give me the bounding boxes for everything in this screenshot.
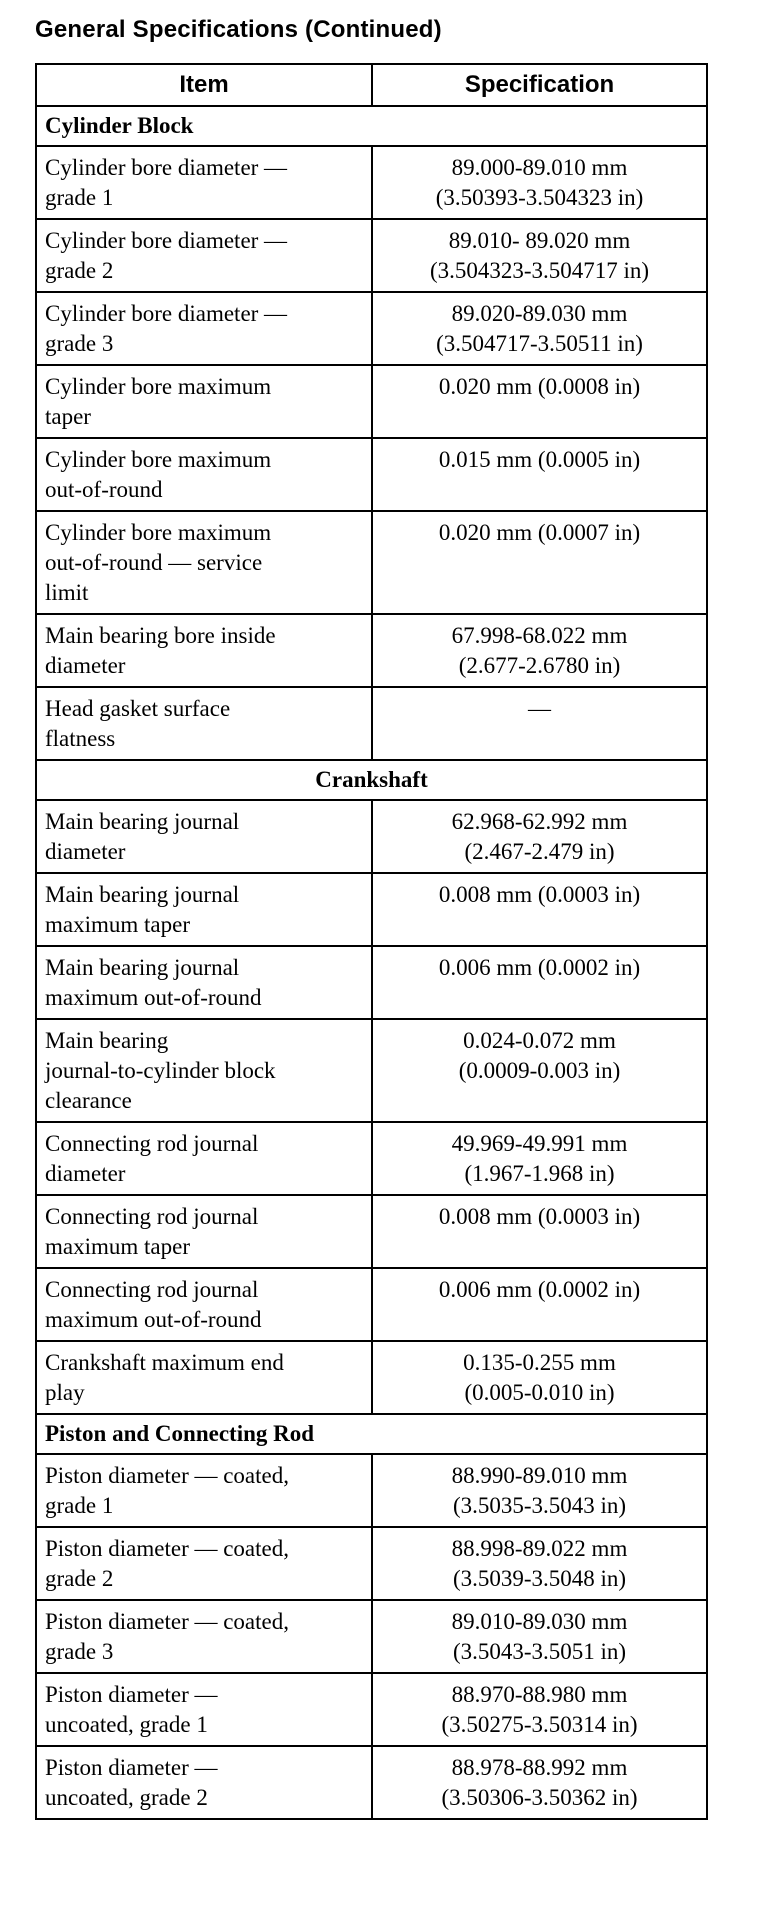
item-cell <box>36 1268 372 1341</box>
specification-text-line: 88.998-89.022 mm <box>451 1536 628 1561</box>
specification-text-line: 89.000-89.010 mm <box>451 155 628 180</box>
specification-text-line: 89.020-89.030 mm <box>451 301 628 326</box>
item-cell <box>36 1195 372 1268</box>
item-text-line: Main bearing journal <box>45 882 240 907</box>
item-text-line: Cylinder bore diameter — <box>45 228 288 253</box>
item-text-line: maximum out-of-round <box>45 1307 262 1332</box>
item-text-line: Cylinder bore diameter — <box>45 155 288 180</box>
item-cell <box>36 1019 372 1122</box>
item-text-line: Head gasket surface <box>45 696 231 721</box>
item-text-line: maximum taper <box>45 912 190 937</box>
specification-text-line: 0.020 mm (0.0008 in) <box>438 374 641 399</box>
section-row <box>36 106 707 146</box>
item-cell <box>36 146 372 219</box>
specification-text-line: 0.006 mm (0.0002 in) <box>438 1277 641 1302</box>
specification-cell <box>372 1122 707 1195</box>
specification-text-line: — <box>528 696 551 721</box>
specification-cell <box>372 1454 707 1527</box>
column-header-specification: Specification <box>372 64 707 106</box>
table-row <box>36 1341 707 1414</box>
item-cell <box>36 438 372 511</box>
item-text-line: diameter <box>45 653 126 678</box>
header-row <box>36 64 707 106</box>
specification-cell <box>372 365 707 438</box>
item-text-line: Connecting rod journal <box>45 1204 259 1229</box>
specification-text-line: (3.504323-3.504717 in) <box>429 258 650 283</box>
table-row <box>36 511 707 614</box>
item-text-line: Main bearing journal <box>45 809 240 834</box>
table-row <box>36 365 707 438</box>
table-row <box>36 946 707 1019</box>
specification-text-line: 0.024-0.072 mm <box>463 1028 616 1053</box>
item-text-line: Piston diameter — coated, <box>45 1463 289 1488</box>
specification-cell <box>372 1746 707 1819</box>
specification-cell <box>372 438 707 511</box>
item-cell <box>36 365 372 438</box>
item-text-line: play <box>45 1380 85 1405</box>
specification-text-line: (3.504717-3.50511 in) <box>436 331 643 356</box>
specification-cell <box>372 146 707 219</box>
specification-text-line: 0.006 mm (0.0002 in) <box>438 955 641 980</box>
table-row <box>36 438 707 511</box>
specification-cell <box>372 1195 707 1268</box>
section-row <box>36 1414 707 1454</box>
item-cell <box>36 1673 372 1746</box>
item-text-line: grade 3 <box>45 331 114 356</box>
table-row <box>36 800 707 873</box>
specification-text-line: 88.990-89.010 mm <box>451 1463 628 1488</box>
table-row <box>36 1195 707 1268</box>
specification-cell <box>372 800 707 873</box>
table-row <box>36 1122 707 1195</box>
specification-text-line: 49.969-49.991 mm <box>451 1131 628 1156</box>
specification-text-line: 0.008 mm (0.0003 in) <box>438 882 641 907</box>
specification-cell <box>372 1019 707 1122</box>
item-text-line: Main bearing journal <box>45 955 240 980</box>
item-text-line: taper <box>45 404 91 429</box>
specification-text-line: (3.5035-3.5043 in) <box>452 1493 627 1518</box>
specification-text-line: 0.135-0.255 mm <box>463 1350 616 1375</box>
table-body <box>36 106 707 1819</box>
item-cell <box>36 1341 372 1414</box>
specification-text-line: (1.967-1.968 in) <box>464 1161 615 1186</box>
item-text-line: Piston diameter — coated, <box>45 1536 289 1561</box>
item-text-line: Piston diameter — <box>45 1682 218 1707</box>
item-text-line: grade 2 <box>45 1566 114 1591</box>
specification-cell <box>372 687 707 760</box>
table-row <box>36 1673 707 1746</box>
table-row <box>36 873 707 946</box>
specification-text-line: (3.50306-3.50362 in) <box>441 1785 638 1810</box>
item-cell <box>36 1454 372 1527</box>
table-row <box>36 1268 707 1341</box>
item-text-line: uncoated, grade 1 <box>45 1712 208 1737</box>
item-text-line: Connecting rod journal <box>45 1131 259 1156</box>
specification-text-line: (2.467-2.479 in) <box>464 839 615 864</box>
table-row <box>36 1746 707 1819</box>
item-text-line: diameter <box>45 839 126 864</box>
item-text-line: Crankshaft maximum end <box>45 1350 284 1375</box>
specification-text-line: 0.008 mm (0.0003 in) <box>438 1204 641 1229</box>
item-text-line: maximum out-of-round <box>45 985 262 1010</box>
specification-text-line: (2.677-2.6780 in) <box>458 653 621 678</box>
item-cell <box>36 292 372 365</box>
specification-cell <box>372 614 707 687</box>
item-cell <box>36 1527 372 1600</box>
item-cell <box>36 1746 372 1819</box>
item-text-line: Cylinder bore maximum <box>45 520 272 545</box>
specification-text-line: 89.010- 89.020 mm <box>448 228 631 253</box>
item-text-line: out-of-round <box>45 477 163 502</box>
item-text-line: maximum taper <box>45 1234 190 1259</box>
item-text-line: journal-to-cylinder block <box>45 1058 276 1083</box>
specification-text-line: (3.5039-3.5048 in) <box>452 1566 627 1591</box>
item-text-line: Cylinder bore diameter — <box>45 301 288 326</box>
specification-cell <box>372 1527 707 1600</box>
column-header-item: Item <box>36 64 372 106</box>
table-row <box>36 292 707 365</box>
specification-text-line: (3.50393-3.504323 in) <box>435 185 644 210</box>
specifications-table <box>35 63 708 1820</box>
item-text-line: flatness <box>45 726 116 751</box>
specification-cell <box>372 1600 707 1673</box>
specification-text-line: 89.010-89.030 mm <box>451 1609 628 1634</box>
item-cell <box>36 687 372 760</box>
specification-cell <box>372 946 707 1019</box>
item-text-line: Connecting rod journal <box>45 1277 259 1302</box>
table-row <box>36 1454 707 1527</box>
table-row <box>36 1019 707 1122</box>
specification-cell <box>372 511 707 614</box>
item-text-line: Piston diameter — <box>45 1755 218 1780</box>
item-text-line: out-of-round — service <box>45 550 263 575</box>
item-text-line: Main bearing <box>45 1028 169 1053</box>
item-text-line: Cylinder bore maximum <box>45 447 272 472</box>
specification-cell <box>372 1673 707 1746</box>
item-text-line: diameter <box>45 1161 126 1186</box>
table-row <box>36 219 707 292</box>
specification-text-line: (0.005-0.010 in) <box>464 1380 615 1405</box>
specification-text-line: 62.968-62.992 mm <box>451 809 628 834</box>
specification-cell <box>372 1268 707 1341</box>
section-row <box>36 760 707 800</box>
item-cell <box>36 1600 372 1673</box>
section-heading: Piston and Connecting Rod <box>36 1414 707 1454</box>
section-heading: Cylinder Block <box>36 106 707 146</box>
specification-text-line: (0.0009-0.003 in) <box>458 1058 621 1083</box>
table-header <box>36 64 707 106</box>
item-cell <box>36 946 372 1019</box>
specification-cell <box>372 219 707 292</box>
specification-text-line: (3.5043-3.5051 in) <box>452 1639 627 1664</box>
specification-cell <box>372 873 707 946</box>
item-text-line: clearance <box>45 1088 132 1113</box>
specification-cell <box>372 1341 707 1414</box>
item-text-line: grade 2 <box>45 258 114 283</box>
item-cell <box>36 1122 372 1195</box>
item-cell <box>36 800 372 873</box>
item-text-line: Piston diameter — coated, <box>45 1609 289 1634</box>
item-text-line: grade 1 <box>45 1493 114 1518</box>
specification-cell <box>372 292 707 365</box>
table-row <box>36 1527 707 1600</box>
item-text-line: grade 1 <box>45 185 114 210</box>
item-cell <box>36 614 372 687</box>
table-row <box>36 687 707 760</box>
item-text-line: grade 3 <box>45 1639 114 1664</box>
specification-text-line: 88.978-88.992 mm <box>451 1755 628 1780</box>
item-text-line: limit <box>45 580 89 605</box>
page-title: General Specifications (Continued) <box>35 16 442 43</box>
specification-text-line: 88.970-88.980 mm <box>451 1682 628 1707</box>
specification-text-line: 0.020 mm (0.0007 in) <box>438 520 641 545</box>
table-row <box>36 1600 707 1673</box>
item-cell <box>36 873 372 946</box>
item-text-line: Main bearing bore inside <box>45 623 276 648</box>
item-cell <box>36 219 372 292</box>
specification-text-line: 67.998-68.022 mm <box>451 623 628 648</box>
table-row <box>36 614 707 687</box>
item-cell <box>36 511 372 614</box>
specification-text-line: 0.015 mm (0.0005 in) <box>438 447 641 472</box>
item-text-line: uncoated, grade 2 <box>45 1785 208 1810</box>
section-heading: Crankshaft <box>36 760 707 800</box>
specification-text-line: (3.50275-3.50314 in) <box>441 1712 638 1737</box>
item-text-line: Cylinder bore maximum <box>45 374 272 399</box>
table-row <box>36 146 707 219</box>
